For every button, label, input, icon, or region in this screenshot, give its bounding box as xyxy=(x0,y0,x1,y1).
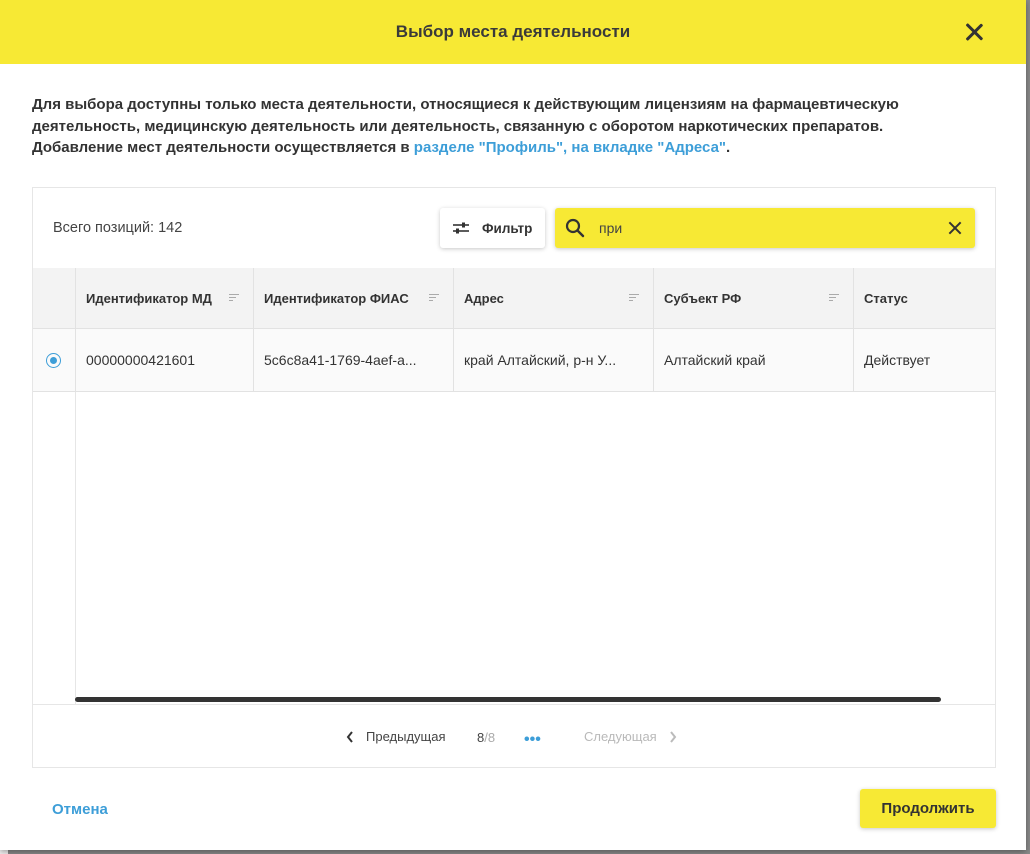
cell-address: край Алтайский, р-н У... xyxy=(454,329,654,391)
previous-page-button[interactable] xyxy=(346,729,446,744)
data-table xyxy=(33,268,995,704)
sort-icon[interactable] xyxy=(629,294,639,302)
next-page-button[interactable] xyxy=(584,729,677,744)
current-page: 8 xyxy=(477,730,485,745)
total-count: Всего позиций: 142 xyxy=(53,220,183,236)
chevron-right-icon xyxy=(669,731,677,743)
more-pages-button[interactable]: ••• xyxy=(524,731,541,748)
next-page-label: Следующая xyxy=(584,729,657,744)
chevron-left-icon xyxy=(346,731,354,743)
sort-icon[interactable] xyxy=(229,294,239,302)
notice-line-3-suffix: . xyxy=(726,139,731,156)
continue-button[interactable]: Продолжить xyxy=(860,789,996,828)
divider xyxy=(33,704,995,705)
row-radio-button[interactable] xyxy=(46,353,61,368)
total-pages: /8 xyxy=(484,730,496,745)
table-row[interactable] xyxy=(33,329,995,392)
header-region[interactable] xyxy=(654,268,854,328)
row-select-cell xyxy=(33,329,76,391)
table-empty-area xyxy=(33,392,995,704)
search-icon xyxy=(565,218,585,238)
notice-line-1: Для выбора доступны только места деятельности, относящиеся к действующим лицензиям на фармацевтическую xyxy=(32,96,899,113)
cell-fias-id: 5c6c8a41-1769-4aef-a... xyxy=(254,329,454,391)
info-notice xyxy=(32,94,992,159)
cancel-button[interactable]: Отмена xyxy=(52,801,108,818)
header-address[interactable] xyxy=(454,268,654,328)
cell-status: Действует xyxy=(864,352,931,368)
header-status-label: Статус xyxy=(864,291,908,306)
table-panel xyxy=(32,187,996,768)
filter-label: Фильтр xyxy=(482,220,533,236)
filter-button[interactable] xyxy=(440,208,545,248)
search-input[interactable] xyxy=(599,213,929,243)
notice-line-3 xyxy=(32,137,992,159)
header-md-id-label: Идентификатор МД xyxy=(86,291,212,306)
dialog-header xyxy=(0,0,1026,64)
close-icon[interactable] xyxy=(962,20,986,44)
header-md-id[interactable] xyxy=(76,268,254,328)
header-fias-id-label: Идентификатор ФИАС xyxy=(264,291,409,306)
notice-line-2: деятельность, медицинскую деятельность или деятельность, связанную с оборотом наркотических препаратов. xyxy=(32,117,884,135)
page-indicator xyxy=(477,730,495,745)
clear-search-icon[interactable] xyxy=(947,220,963,236)
dialog-title: Выбор места деятельности xyxy=(395,22,631,41)
search-box xyxy=(555,208,975,248)
header-address-label: Адрес xyxy=(464,291,504,306)
horizontal-scrollbar[interactable] xyxy=(75,697,941,702)
table-header xyxy=(33,268,995,329)
sort-icon[interactable] xyxy=(429,294,439,302)
column-divider xyxy=(75,392,76,704)
previous-page-label: Предыдущая xyxy=(366,729,446,744)
filter-sliders-icon xyxy=(452,221,470,235)
header-region-label: Субъект РФ xyxy=(664,291,742,306)
header-fias-id[interactable] xyxy=(254,268,454,328)
sort-icon[interactable] xyxy=(829,294,839,302)
cell-region: Алтайский край xyxy=(654,329,854,391)
header-status[interactable] xyxy=(854,268,995,328)
notice-line-3-prefix: Добавление мест деятельности осуществляется в xyxy=(32,139,414,156)
pagination xyxy=(33,726,995,750)
header-select-column xyxy=(33,268,76,328)
profile-addresses-link[interactable]: разделе "Профиль", на вкладке "Адреса" xyxy=(413,139,727,156)
cell-md-id: 00000000421601 xyxy=(76,329,254,391)
